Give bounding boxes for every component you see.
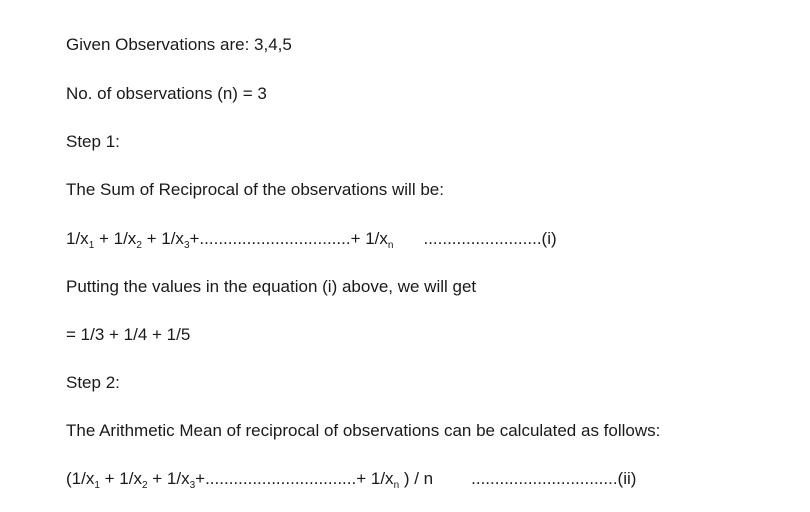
eq2-term-2: + 1/x: [99, 469, 142, 488]
step-2-heading: Step 2:: [66, 373, 120, 392]
equation-i: [66, 229, 557, 249]
eq1-label: .........................(i): [423, 229, 557, 248]
step-1-heading: Step 1:: [66, 132, 120, 151]
eq2-sub-3: 3: [189, 480, 196, 491]
eq1-term-1: 1/x: [66, 229, 89, 248]
eq2-sub-n: n: [393, 480, 400, 491]
eq1-term-3: + 1/x: [141, 229, 184, 248]
eq2-term-1: (1/x: [66, 469, 95, 488]
eq2-label: ...............................(ii): [471, 469, 637, 488]
eq1-sub-n: n: [387, 240, 394, 251]
eq2-term-5: ) / n: [399, 469, 434, 488]
eq1-sub-1: 1: [88, 240, 95, 251]
eq1-sub-3: 3: [183, 240, 190, 251]
eq1-term-4: +................................+ 1/x: [189, 229, 388, 248]
observation-count: No. of observations (n) = 3: [66, 84, 267, 103]
arithmetic-mean-heading: The Arithmetic Mean of reciprocal of observations can be calculated as follows:: [66, 421, 661, 440]
given-observations: Given Observations are: 3,4,5: [66, 35, 292, 54]
eq2-term-4: +................................+ 1/x: [195, 469, 394, 488]
sum-of-reciprocals-heading: The Sum of Reciprocal of the observations will be:: [66, 180, 444, 199]
eq1-term-2: + 1/x: [94, 229, 137, 248]
sum-values: = 1/3 + 1/4 + 1/5: [66, 325, 191, 344]
putting-values-text: Putting the values in the equation (i) above, we will get: [66, 277, 477, 296]
eq1-sub-2: 2: [136, 240, 142, 251]
eq2-sub-2: 2: [141, 480, 148, 491]
equation-ii: [66, 469, 636, 489]
eq2-sub-1: 1: [94, 480, 100, 491]
eq2-term-3: + 1/x: [147, 469, 190, 488]
